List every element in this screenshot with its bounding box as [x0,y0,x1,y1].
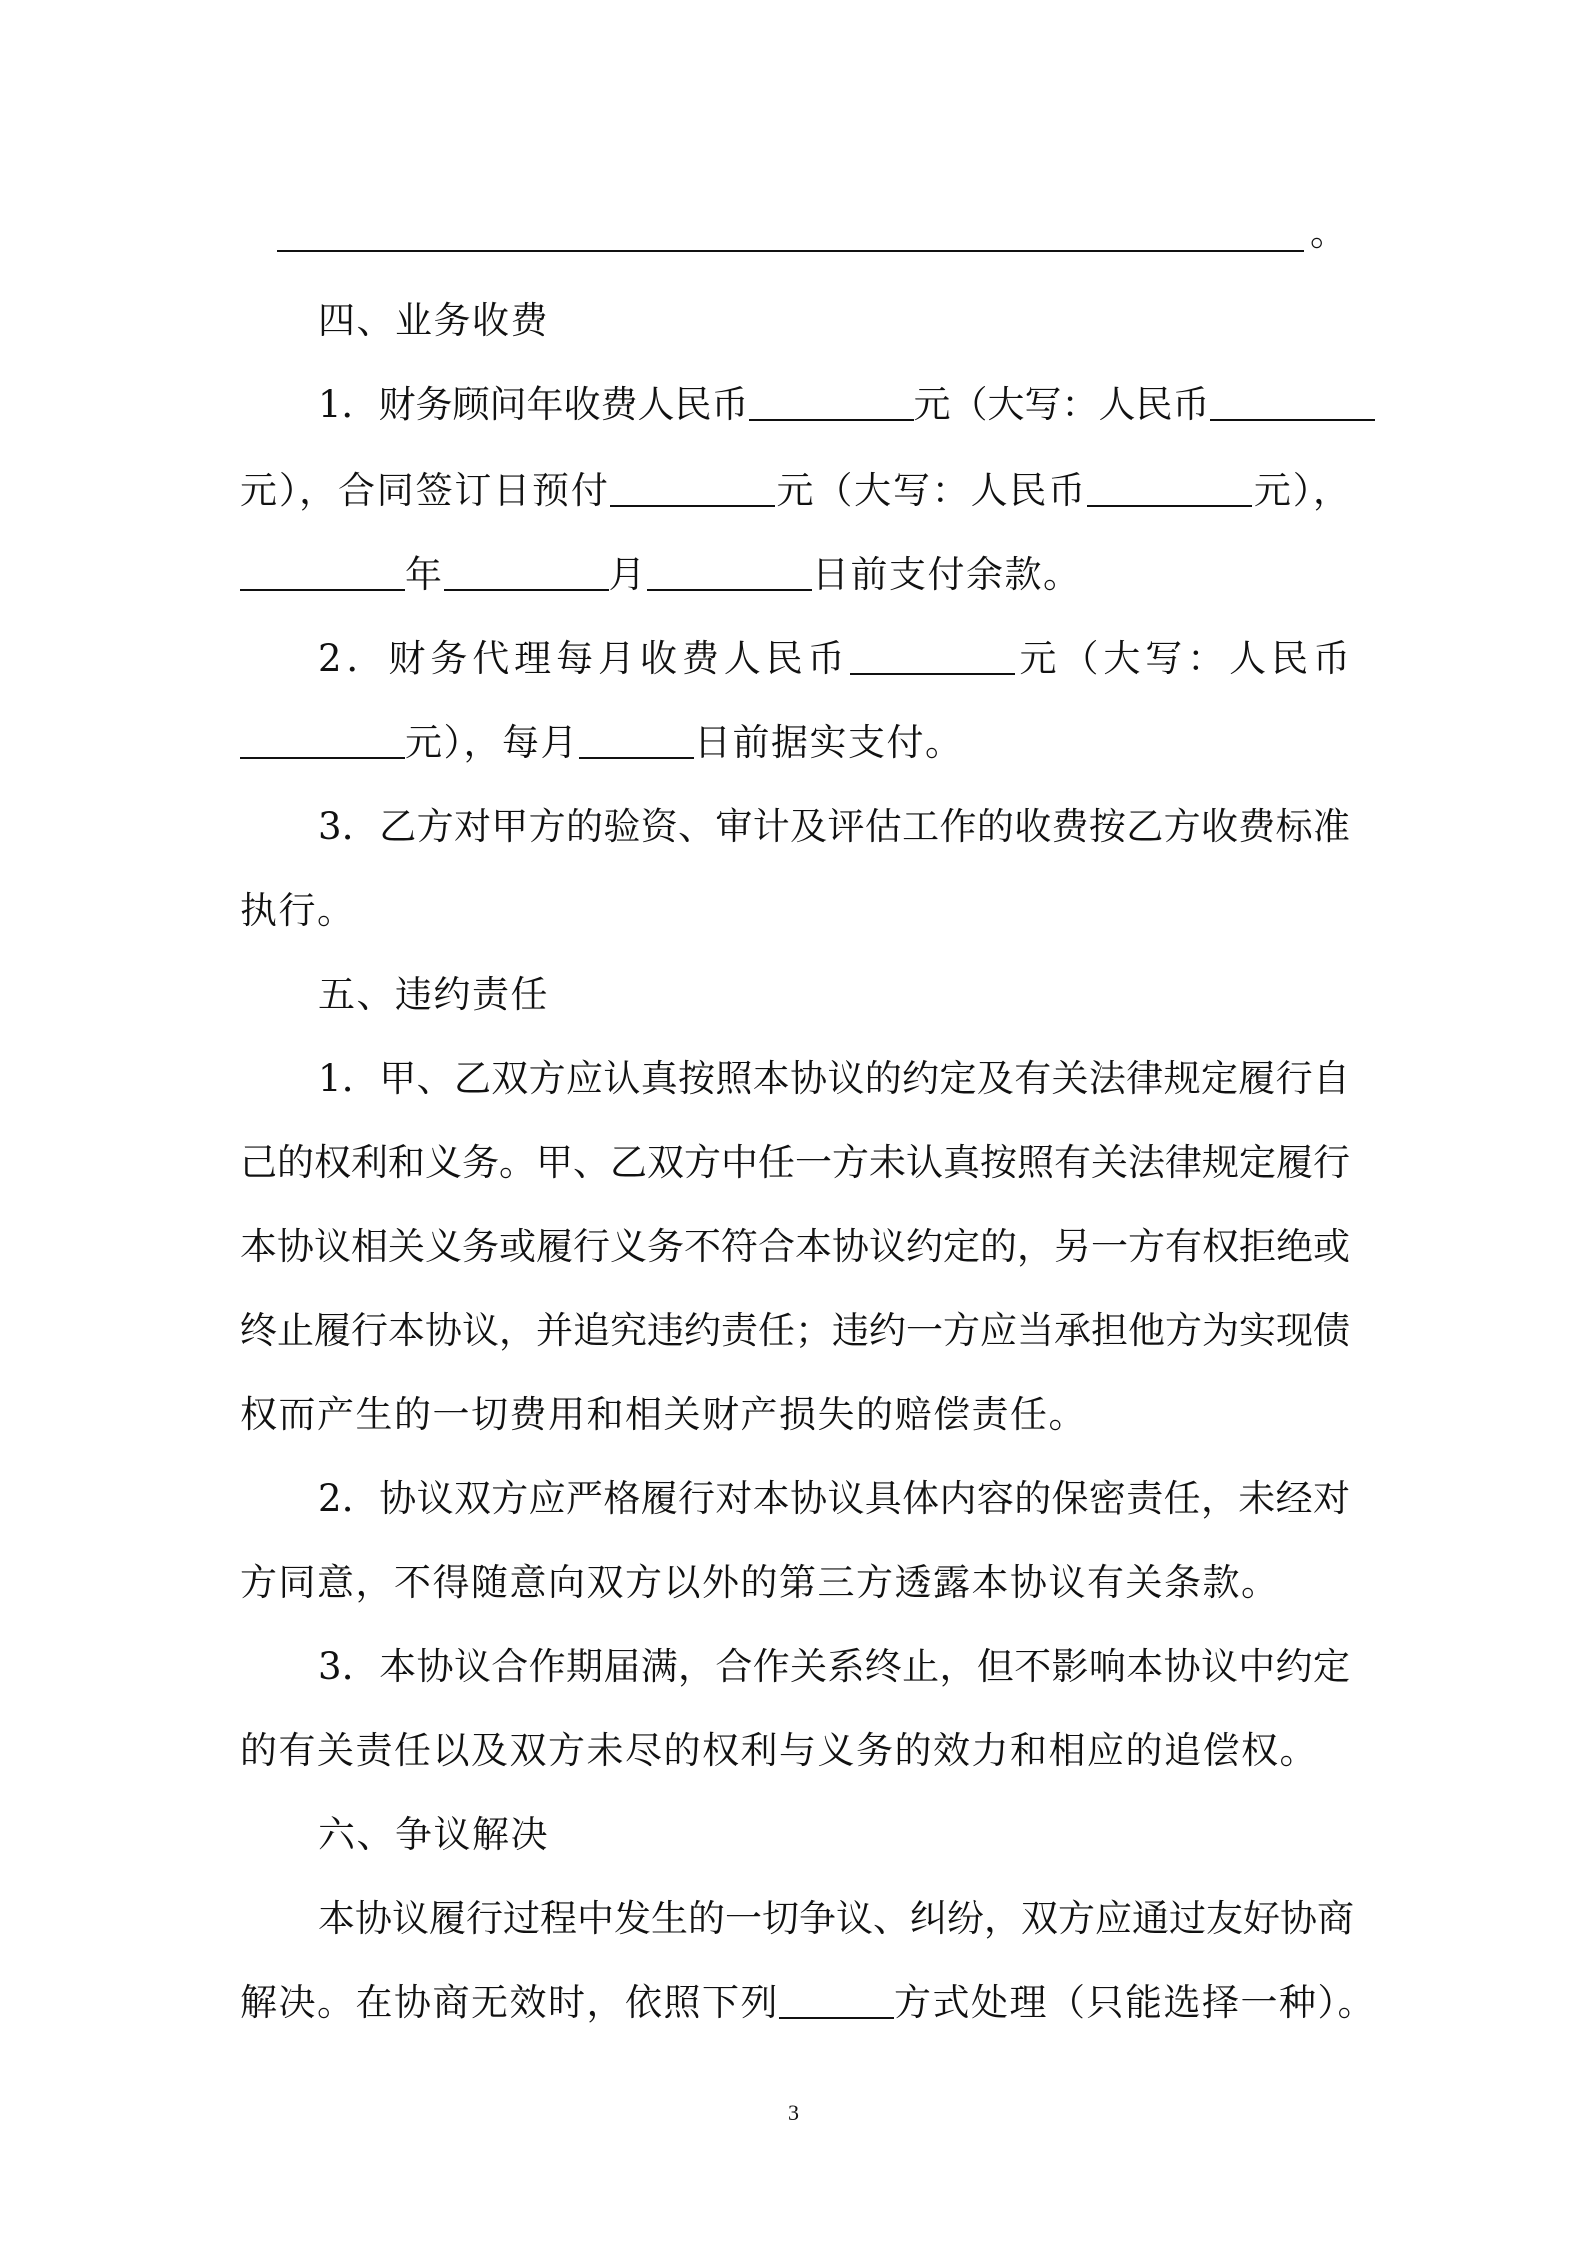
blank-amount [749,385,914,421]
fee-clause-1-line-3: 年 月 日前支付余款。 [240,550,1350,600]
fee-clause-1-line-1: 1．财务顾问年收费人民币 元（大写：人民币 [318,380,1350,430]
section-5-heading: 五、违约责任 [318,973,549,1016]
blank-day [647,555,812,591]
liability-clause-2-line-1: 2．协议双方应严格履行对本协议具体内容的保密责任，未经对 [318,1477,1350,1520]
dispute-clause-line-2: 解决。在协商无效时，依照下列 方式处理（只能选择一种）。 [240,1981,1376,2024]
fee-clause-2-line-2: 元），每月 日前据实支付。 [240,718,1350,768]
blank-year [240,555,405,591]
fee-clause-2-line-1: 2．财务代理每月收费人民币 元（大写：人民币 [318,637,1351,680]
liability-clause-3-line-1: 3．本协议合作期届满，合作关系终止，但不影响本协议中约定 [318,1645,1350,1688]
blank-monthly-fee [850,639,1015,675]
liability-clause-1-line-2: 己的权利和义务。甲、乙双方中任一方未认真按照有关法律规定履行 [240,1141,1350,1184]
fee-clause-3-line-2: 执行。 [240,889,356,932]
liability-clause-1-line-1: 1．甲、乙双方应认真按照本协议的约定及有关法律规定履行自 [318,1057,1350,1100]
blank-pay-day [579,723,694,759]
blank-month [444,555,609,591]
liability-clause-1-line-4: 终止履行本协议，并追究违约责任；违约一方应当承担他方为实现债 [240,1309,1350,1352]
section-6-heading: 六、争议解决 [318,1813,549,1856]
sentence-period: 。 [1310,211,1347,254]
blank-monthly-fee-words [240,723,405,759]
blank-prepay [610,471,775,507]
liability-clause-2-line-2: 方同意，不得随意向双方以外的第三方透露本协议有关条款。 [240,1561,1280,1604]
liability-clause-3-line-2: 的有关责任以及双方未尽的权利与义务的效力和相应的追偿权。 [240,1729,1318,1772]
fill-in-blank-line [277,250,1304,252]
fee-clause-3-line-1: 3．乙方对甲方的验资、审计及评估工作的收费按乙方收费标准 [318,805,1350,848]
fee-clause-1-line-2: 元），合同签订日预付 元（大写：人民币 元）， [240,469,1351,512]
blank-prepay-words [1087,471,1252,507]
blank-resolution-method [779,1983,894,2019]
section-4-heading: 四、业务收费 [318,299,549,342]
blank-amount-words [1210,385,1375,421]
liability-clause-1-line-5: 权而产生的一切费用和相关财产损失的赔偿责任。 [240,1393,1087,1436]
page-number: 3 [788,2100,799,2125]
dispute-clause-line-1: 本协议履行过程中发生的一切争议、纠纷，双方应通过友好协商 [318,1897,1354,1940]
liability-clause-1-line-3: 本协议相关义务或履行义务不符合本协议约定的，另一方有权拒绝或 [240,1225,1350,1268]
